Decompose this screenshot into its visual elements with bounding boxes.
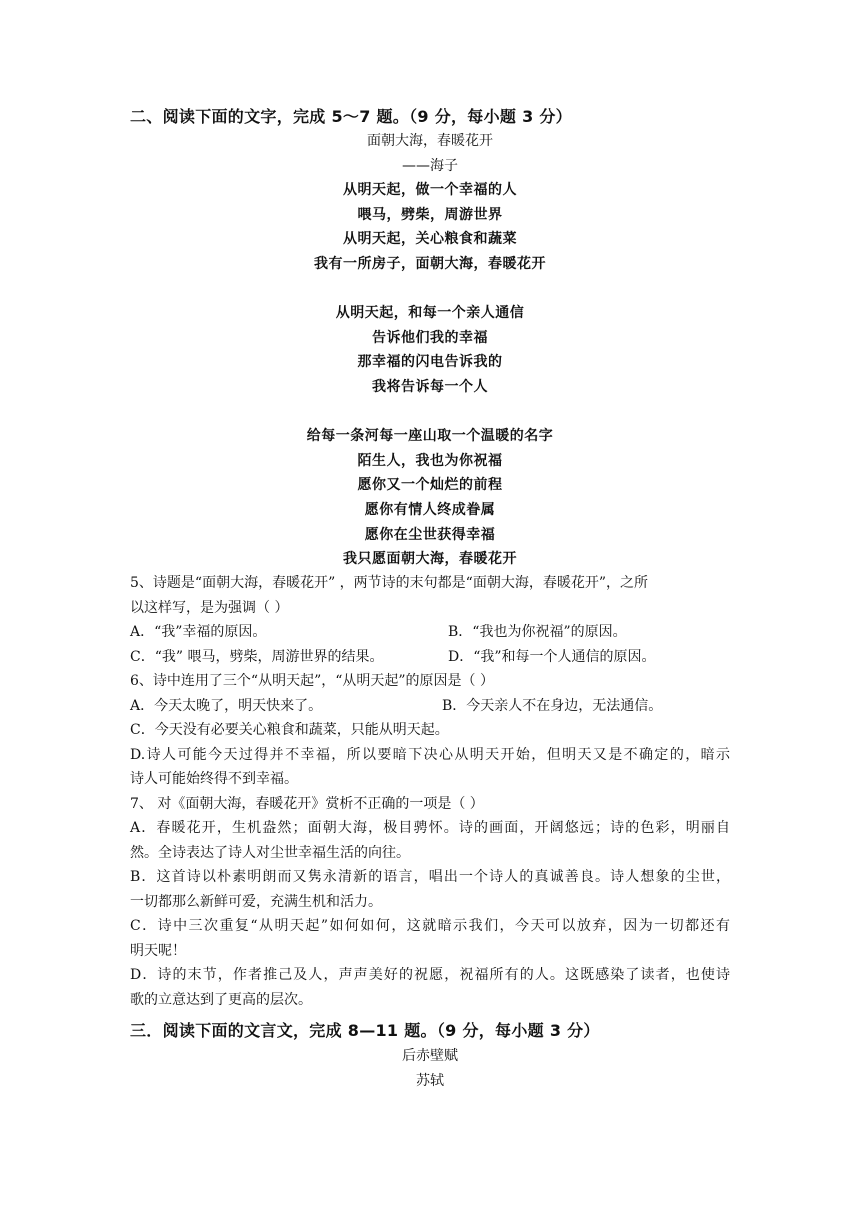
option-d: D．“我”和每一个人通信的原因。 xyxy=(448,648,656,665)
option-c: C．今天没有必要关心粮食和蔬菜，只能从明天起。 xyxy=(130,722,449,738)
option-b-cont: 一切都那么新鲜可爱，充满生机和活力。 xyxy=(130,893,382,910)
option-a: A．“我”幸福的原因。 xyxy=(130,624,267,640)
question-6-stem: 6、诗中连用了三个“从明天起”，“从明天起”的原因是（ ） xyxy=(130,673,494,689)
poem-line: 陌生人，我也为你祝福 xyxy=(357,452,503,469)
stanza-gap xyxy=(0,277,860,302)
option-a: A．今天太晚了，明天快来了。 xyxy=(130,697,323,714)
option-d: D.诗人可能今天过得并不幸福，所以要暗下决心从明天开始，但明天又是不确定的，暗示 xyxy=(130,746,730,763)
poem-line: 我只愿面朝大海，春暖花开 xyxy=(343,551,517,568)
option-d-cont: 诗人可能始终得不到幸福。 xyxy=(130,771,298,787)
poem-author: ——海子 xyxy=(402,157,458,174)
question-6-options-ab xyxy=(130,694,730,719)
poem-title: 面朝大海，春暖花开 xyxy=(367,133,493,149)
poem-line: 喂马，劈柴，周游世界 xyxy=(357,206,503,223)
stanza-gap xyxy=(0,400,860,425)
poem-line: 我将告诉每一个人 xyxy=(372,378,488,395)
option-a-cont: 然。全诗表达了诗人对尘世幸福生活的向往。 xyxy=(130,844,410,861)
poem-line: 从明天起，关心粮食和蔬菜 xyxy=(343,231,517,248)
poem-line: 愿你有情人终成眷属 xyxy=(364,501,496,518)
option-a: A．春暖花开，生机盎然；面朝大海，极目骋怀。诗的画面，开阔悠远；诗的色彩，明丽自 xyxy=(130,820,730,836)
question-5-options-ab xyxy=(130,620,730,645)
text-author: 苏轼 xyxy=(416,1073,444,1089)
option-b: B．“我也为你祝福”的原因。 xyxy=(448,624,627,640)
poem-line: 从明天起，做一个幸福的人 xyxy=(343,182,517,199)
questions-block xyxy=(130,571,730,1012)
option-b: B．今天亲人不在身边，无法通信。 xyxy=(442,697,663,714)
section-3-heading: 三．阅读下面的文言文，完成 8—11 题。（9 分，每小题 3 分） xyxy=(130,1021,600,1040)
poem-line: 愿你在尘世获得幸福 xyxy=(364,526,496,543)
poem-line: 我有一所房子，面朝大海，春暖花开 xyxy=(314,255,546,272)
option-d: D．诗的末节，作者推己及人，声声美好的祝愿，祝福所有的人。这既感染了读者，也使诗 xyxy=(130,967,730,983)
text-title: 后赤壁赋 xyxy=(402,1048,458,1064)
poem-line: 告诉他们我的幸福 xyxy=(372,329,488,346)
option-c-cont: 明天呢！ xyxy=(130,942,186,959)
question-5-options-cd xyxy=(130,645,730,670)
option-c: C．“我” 喂马，劈柴，周游世界的结果。 xyxy=(130,648,384,665)
poem xyxy=(0,129,860,572)
poem-line: 那幸福的闪电告诉我的 xyxy=(357,354,503,371)
poem-line: 给每一条河每一座山取一个温暖的名字 xyxy=(306,428,554,445)
question-5-stem: 5、诗题是“面朝大海，春暖花开” ，两节诗的末句都是“面朝大海，春暖花开”，之所 xyxy=(130,575,648,591)
option-d-cont: 歌的立意达到了更高的层次。 xyxy=(130,991,312,1008)
poem-line: 愿你又一个灿烂的前程 xyxy=(357,477,503,494)
question-5-stem-cont: 以这样写，是为强调（ ） xyxy=(130,599,289,616)
section-2-heading: 二、阅读下面的文字，完成 5～7 题。（9 分，每小题 3 分） xyxy=(130,107,572,126)
option-c: C．诗中三次重复“从明天起”如何如何，这就暗示我们，今天可以放弃，因为一切都还有 xyxy=(130,918,730,934)
poem-line: 从明天起，和每一个亲人通信 xyxy=(335,305,525,322)
question-7-stem: 7、 对《面朝大海，春暖花开》赏析不正确的一项是（ ） xyxy=(130,795,484,812)
option-b: B．这首诗以朴素明朗而又隽永清新的语言，唱出一个诗人的真诚善良。诗人想象的尘世， xyxy=(130,869,730,885)
